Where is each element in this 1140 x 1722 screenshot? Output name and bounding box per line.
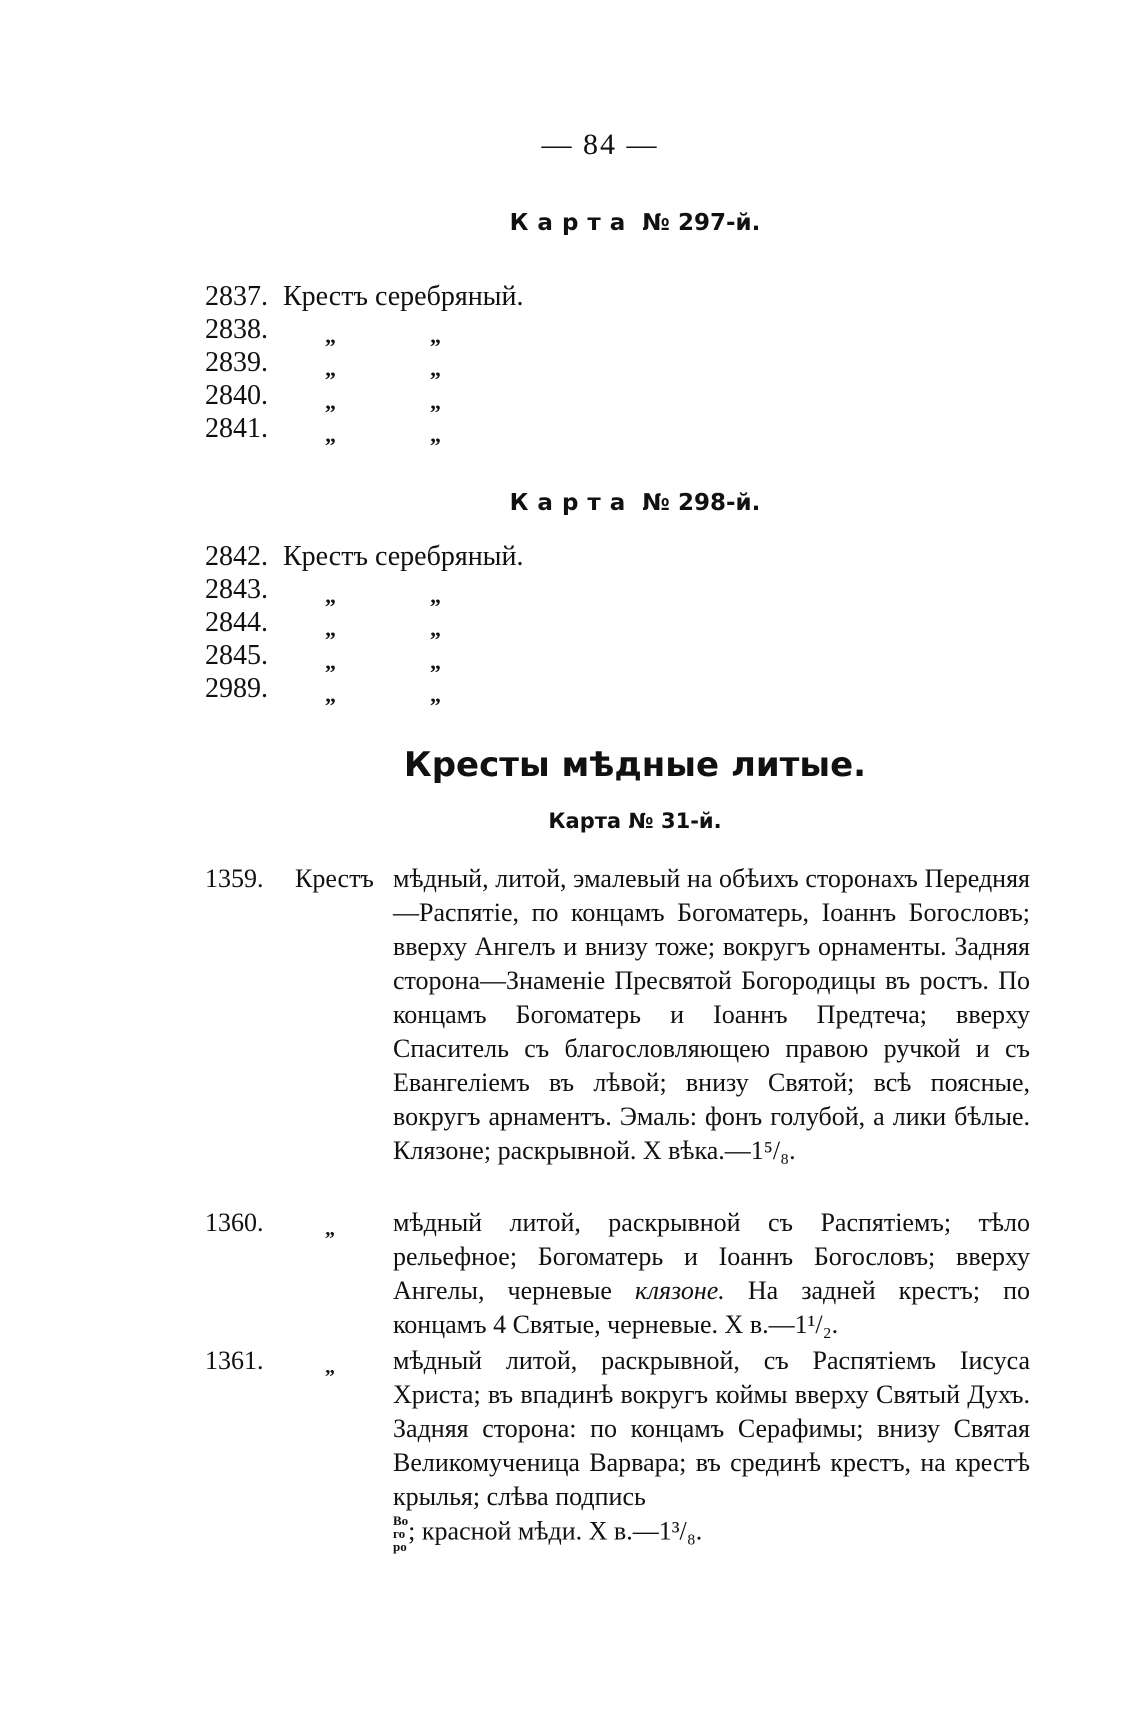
ditto-mark: „	[430, 583, 441, 608]
ditto-mark: „	[325, 1218, 335, 1240]
entry-tail: ; красной мѣди. X в.—1³/₈.	[408, 1516, 703, 1546]
entry-text: мѣдный литой, раскрывной, съ Распятіемъ Іисуса Христа; въ впадинѣ вокругъ коймы вверху Святый Духъ. Задняя сторона: по концамъ Серафимы; внизу Святая Великомученица Варвара; въ срединѣ крестъ, на крестѣ крылья; слѣва подпись	[393, 1346, 1030, 1511]
ditto-mark: „	[430, 616, 441, 641]
ditto-mark: „	[430, 389, 441, 414]
entry-description	[393, 862, 1030, 1168]
entry-text: Передняя—Распятіе, по концамъ Богоматерь, Іоаннъ Богословъ; вверху Ангелъ и внизу тоже; вокругъ орнаменты. Задняя сторона—Знаменіе Пресвятой Богородицы въ ростъ. По концамъ Богоматерь и Іоаннъ Предтеча; вверху Спаситель съ благословляющею правою ручкой и съ Евангеліемъ въ лѣвой; внизу Святой; всѣ поясные, вокругъ арнаментъ. Эмаль: фонъ голубой, а лики бѣлые. Клязоне; раскрывной. X вѣка.—1⁵/₈.	[393, 864, 1031, 1165]
ditto-mark: „	[325, 1356, 335, 1378]
ditto-mark: „	[325, 323, 336, 348]
item-text: Крестъ серебряный.	[283, 541, 524, 572]
item-number: 2845.	[205, 640, 268, 671]
ditto-mark: „	[325, 682, 336, 707]
item-number: 2838.	[205, 314, 268, 345]
ditto-mark: „	[325, 389, 336, 414]
ditto-mark: „	[430, 323, 441, 348]
entry-text: мѣдный литой, раскрывной съ Распятіемъ; тѣло рельефное; Богоматерь и Іоаннъ Богословъ; вверху Ангелы, черневые	[393, 1208, 1030, 1305]
map-heading-298	[0, 490, 1140, 516]
item-number: 2844.	[205, 607, 268, 638]
ditto-mark: „	[430, 422, 441, 447]
entry-text: На задней крестъ; по концамъ 4 Святые, черневые. X в.—1¹/₂.	[393, 1276, 1031, 1339]
page-number: — 84 —	[541, 128, 659, 161]
ditto-mark: „	[430, 682, 441, 707]
entry-first-line: мѣдный, литой, эмалевый на обѣихъ сторонахъ	[393, 864, 918, 893]
item-number: 2837.	[205, 281, 268, 312]
ditto-mark: „	[325, 649, 336, 674]
stacked-top: Во	[393, 1513, 409, 1528]
map-number: № 298-й.	[642, 490, 761, 516]
item-number: 2839.	[205, 347, 268, 378]
map-heading-297	[0, 210, 1140, 236]
map-label: Карта	[509, 210, 635, 236]
entry-description	[393, 1206, 1030, 1342]
ditto-mark: „	[325, 356, 336, 381]
ditto-mark: „	[325, 583, 336, 608]
ditto-mark: „	[430, 356, 441, 381]
ditto-mark: „	[325, 616, 336, 641]
map-heading-31: Карта № 31-й.	[548, 809, 722, 833]
section-title: Кресты мѣдные литые.	[403, 745, 867, 785]
item-number: 2843.	[205, 574, 268, 605]
entry-number: 1359.	[205, 864, 264, 893]
item-number: 2989.	[205, 673, 268, 704]
stacked-bot: ро	[393, 1539, 407, 1554]
item-number: 2840.	[205, 380, 268, 411]
item-number: 2841.	[205, 413, 268, 444]
entry-headword: Крестъ	[295, 864, 374, 893]
stacked-mid: го	[393, 1526, 406, 1541]
map-label: Карта	[509, 490, 635, 516]
entry-number: 1360.	[205, 1208, 264, 1237]
ditto-mark: „	[325, 422, 336, 447]
ditto-mark: „	[430, 649, 441, 674]
item-text: Крестъ серебряный.	[283, 281, 524, 312]
item-number: 2842.	[205, 541, 268, 572]
entry-italic-term: клязоне.	[634, 1276, 725, 1305]
map-number: № 297-й.	[642, 210, 761, 236]
entry-number: 1361.	[205, 1346, 264, 1375]
entry-description	[393, 1344, 1030, 1553]
stacked-abbreviation	[393, 1514, 408, 1553]
